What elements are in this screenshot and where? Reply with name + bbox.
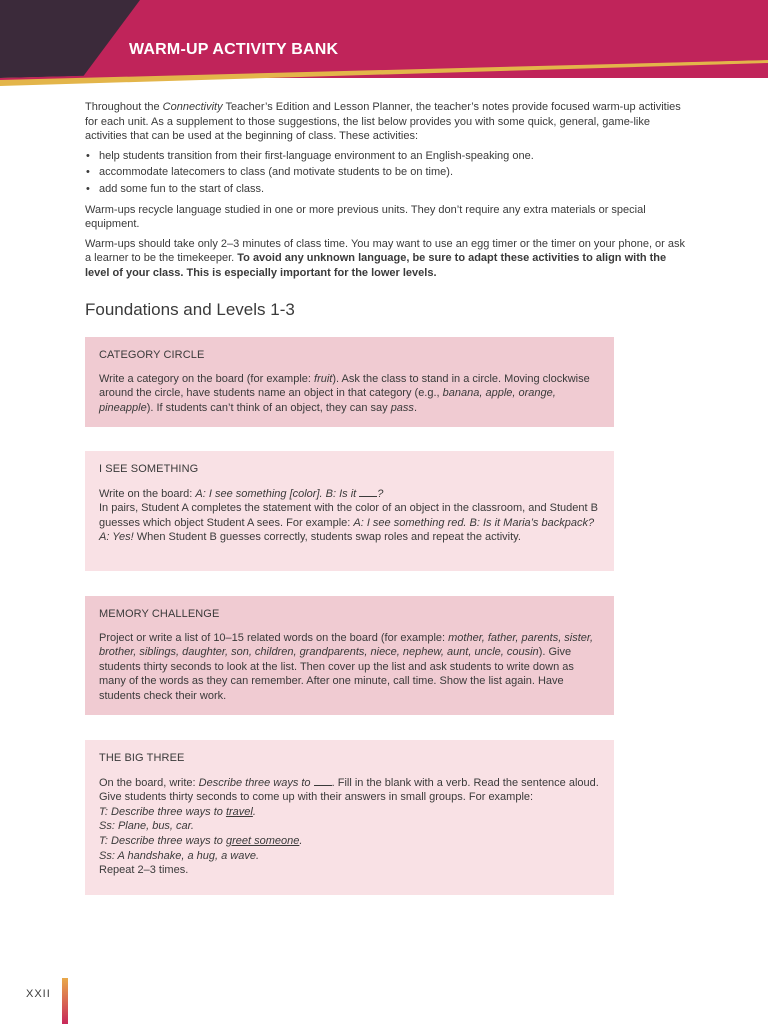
book-title: Connectivity — [162, 101, 223, 113]
fill-blank — [314, 775, 332, 786]
activity-card-i-see-something — [85, 451, 614, 571]
intro-emphasis: To avoid any unknown language, be sure to adapt these activities to align with the level of your class. This is especially important for the lower levels. — [85, 252, 667, 279]
activity-body: Project or write a list of 10–15 related words on the board (for example: mother, father, parents, sister, brother, siblings, daughter, son, children, grandparents, niece, nephew, aunt, uncle, cousin). Give students thirty seconds to look at the list. Then cover up the list and ask students to write down as many of the words as they can remember. After one minute, call time. Show the list again. Have students check their work. — [99, 631, 594, 702]
section-heading: Foundations and Levels 1-3 — [85, 300, 295, 319]
intro-section — [85, 100, 685, 286]
activity-body: Write a category on the board (for example: fruit). Ask the class to stand in a circle. Moving clockwise around the circle, have students name an object in that category (e.g., banana, apple, orange, pineapple). If students can’t think of an object, they can say pass. — [99, 372, 590, 414]
intro-bullet-list — [85, 149, 685, 197]
list-item: • accommodate latecomers to class (and motivate students to be on time). — [85, 165, 685, 180]
activity-title: THE BIG THREE — [99, 752, 185, 764]
intro-paragraph-3: Warm-ups should take only 2–3 minutes of class time. You may want to use an egg timer or the timer on your phone, or ask a learner to be the timekeeper. To avoid any unknown language, be sure to adapt these activities to align with the level of your class. This is especially important for the lower levels. — [85, 237, 686, 279]
list-item: • help students transition from their first-language environment to an English-speaking one. — [85, 149, 685, 164]
page-accent-bar — [62, 978, 68, 1024]
activity-body: Write on the board: A: I see something [color]. B: Is it ? In pairs, Student A completes the statement with the color of an object in the classroom, and Student B guesses which object Student A sees. For example: A: I see something red. B: Is it Maria’s backpack? A: Yes! When Student B guesses correctly, students swap roles and repeat the activity. — [99, 487, 598, 544]
activity-card-memory-challenge — [85, 596, 614, 715]
activity-title: I SEE SOMETHING — [99, 463, 199, 475]
activity-title: MEMORY CHALLENGE — [99, 608, 220, 620]
activity-card-category-circle — [85, 337, 614, 427]
activity-title: CATEGORY CIRCLE — [99, 349, 205, 361]
page-number: XXII — [26, 988, 51, 1000]
intro-paragraph-2: Warm-ups recycle language studied in one or more previous units. They don’t require any extra materials or special equipment. — [85, 203, 646, 231]
activity-body: On the board, write: Describe three ways to . Fill in the blank with a verb. Read the sentence aloud. Give students thirty seconds to come up with their answers in small groups. For example: T: Describe three ways to travel. Ss: Plane, bus, car. T: Describe three ways to greet someone. Ss: A handshake, a hug, a wave. Repeat 2–3 times. — [99, 776, 599, 877]
page-title: WARM-UP ACTIVITY BANK — [129, 41, 339, 58]
header-banner — [0, 0, 768, 88]
fill-blank — [359, 486, 377, 497]
banner-shape — [0, 0, 768, 88]
intro-paragraph-1: Throughout the Connectivity Teacher’s Edition and Lesson Planner, the teacher’s notes provide focused warm-up activities for each unit. As a supplement to those suggestions, the list below provides you with some quick, general, game-like activities that can be used at the beginning of class. These activities: — [85, 101, 681, 143]
list-item: • add some fun to the start of class. — [85, 182, 685, 197]
activity-card-the-big-three — [85, 740, 614, 895]
